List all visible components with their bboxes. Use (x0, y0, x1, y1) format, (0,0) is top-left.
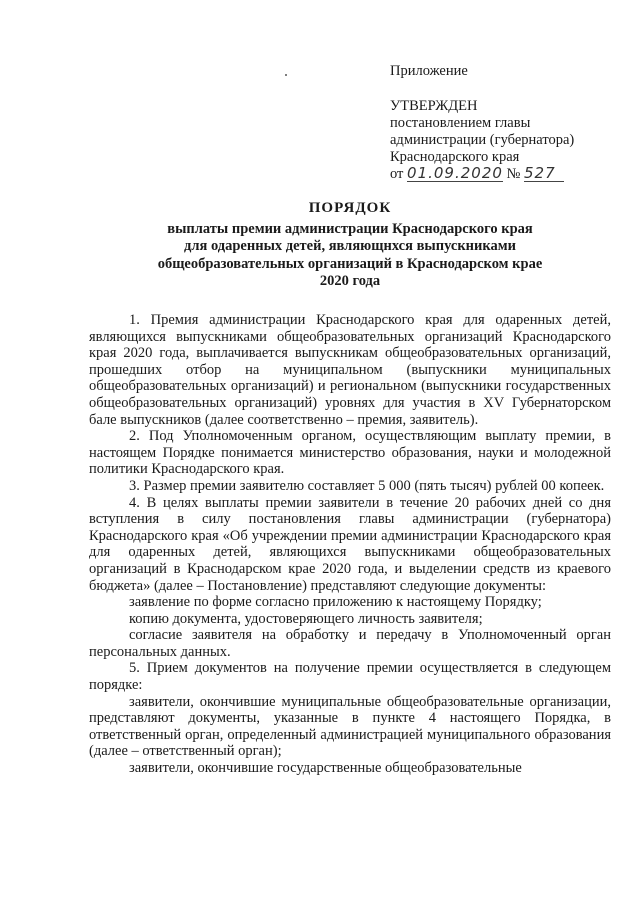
approval-date-line (390, 166, 630, 183)
title-line-4: 2020 года (319, 273, 381, 289)
title-line-3: общеобразовательных организаций в Краснодарском крае (157, 255, 543, 272)
list-item-id-copy: копию документа, удостоверяющего личность заявителя; (129, 610, 483, 627)
title-line-1: выплаты премии администрации Краснодарского края (167, 220, 533, 237)
paragraph-3: 3. Размер премии заявителю составляет 5 000 (пять тысяч) рублей 00 копеек. (129, 477, 605, 494)
list-item-consent: согласие заявителя на обработку и передачу в Уполномоченный орган персональных данных. (89, 627, 611, 660)
title-line-2: для одаренных детей, являющнхся выпускниками (184, 238, 516, 254)
approval-line-3: Краснодарского края (390, 149, 520, 165)
list-item-state: заявители, окончившие государственные общеобразовательные (129, 760, 522, 777)
date-prefix: от (390, 166, 404, 182)
paragraph-4: 4. В целях выплаты премии заявители в течение 20 рабочих дней со дня вступления в силу постановления главы администрации (губернатора) Краснодарского края «Об учреждении премии администрации Краснодарского края для одаренных детей, являющихся выпускниками общеобразовательных организаций в Краснодарском крае 2020 года, и выделении средств из краевого бюджета» (далее – Постановление) представляют следующие документы: (89, 494, 611, 594)
approval-line-2: администрации (губернатора) (390, 132, 575, 148)
document-body (89, 312, 611, 777)
paragraph-5: 5. Прием документов на получение премии осуществляется в следующем порядке: (89, 660, 611, 694)
handwritten-number: 527 (524, 166, 564, 182)
scan-speck (285, 74, 287, 76)
number-sign: № (506, 166, 521, 182)
approval-block (390, 63, 630, 183)
document-title (150, 200, 550, 291)
paragraph-2: 2. Под Уполномоченным органом, осуществляющим выплату премии, в настоящем Порядке понимается министерство образования, науки и молодежной политики Краснодарского края. (89, 428, 611, 478)
approved-label: УТВЕРЖДЕН (390, 98, 478, 114)
approval-line-1: постановлением главы (390, 115, 531, 131)
handwritten-date: 01.09.2020 (407, 164, 503, 182)
list-item-application: заявление по форме согласно приложению к настоящему Порядку; (129, 594, 542, 611)
list-item-municipal: заявители, окончившие муниципальные общеобразовательные организации, представляют документы, указанные в пункте 4 настоящего Порядка, в ответственный орган, определенный администрацией муниципального образования (далее – ответственный орган); (89, 693, 611, 760)
paragraph-1: 1. Премия администрации Краснодарского края для одаренных детей, являющихся выпускниками общеобразовательных организаций Краснодарского края 2020 года, выплачивается выпускникам общеобразовательных организаций, прошедших отбор на муниципальном (выпускники муниципальных общеобразовательных организаций) и региональном (выпускники государственных общеобразовательных организаций) уровнях для участия в XV Губернаторском бале выпускников (далее соответственно – премия, заявитель). (89, 312, 611, 428)
appendix-label: Приложение (390, 63, 468, 79)
title-main: ПОРЯДОК (308, 200, 392, 216)
